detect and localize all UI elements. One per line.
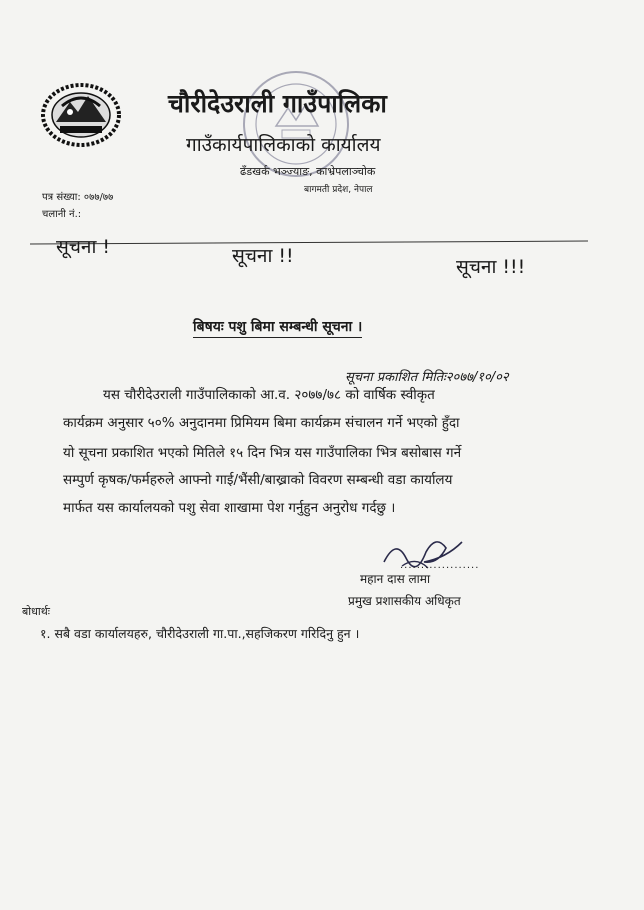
province-name: बागमती प्रदेश, नेपाल	[304, 185, 373, 195]
body-line: यो सूचना प्रकाशित भएको मितिले १५ दिन भित्र यस गाउँपालिका भित्र बसोबास गर्ने	[63, 445, 462, 461]
organization-name: चौरीदेउराली गाउँपालिका	[168, 89, 387, 118]
body-line: यस चौरीदेउराली गाउँपालिकाको आ.व. २०७७/७८ को वार्षिक स्वीकृत	[103, 387, 435, 403]
notice-heading-1: सूचना !	[56, 236, 111, 258]
body-line: मार्फत यस कार्यालयको पशु सेवा शाखामा पेश गर्नुहुन अनुरोध गर्दछु ।	[63, 500, 396, 516]
cc-label: बोधार्थः	[22, 605, 50, 618]
subject-line: बिषयः पशु बिमा सम्बन्धी सूचना ।	[193, 317, 362, 338]
body-line: सम्पुर्ण कृषक/फर्महरुले आफ्नो गाई/भैंसी/बाख्राको विवरण सम्बन्धी वडा कार्यालय	[63, 472, 453, 488]
notice-heading-2: सूचना !!	[232, 245, 294, 267]
signatory-title: प्रमुख प्रशासकीय अधिकृत	[348, 594, 461, 608]
notice-heading-3: सूचना !!!	[456, 256, 526, 278]
office-name: गाउँकार्यपालिकाको कार्यालय	[186, 134, 381, 156]
signatory-name: महान दास लामा	[360, 572, 431, 586]
dispatch-number: चलानी नं.:	[42, 209, 82, 220]
nepal-emblem-icon	[40, 82, 122, 148]
body-line: कार्यक्रम अनुसार ५०% अनुदानमा प्रिमियम बिमा कार्यक्रम संचालन गर्ने भएको हुँदा	[63, 415, 460, 431]
reference-number: पत्र संख्या: ०७७/७७	[42, 192, 114, 203]
cc-item: १. सबै वडा कार्यालयहरु, चौरीदेउराली गा.पा.,सहजिकरण गरिदिनु हुन ।	[40, 626, 360, 641]
publish-date: सूचना प्रकाशित मितिः२०७७/१०/०२	[345, 370, 509, 385]
signature-dots: ...................	[400, 560, 480, 571]
header-divider	[30, 241, 588, 245]
office-address: ढँडखर्क भञ्ज्याङ, काभ्रेपलाञ्चोक	[240, 165, 376, 178]
